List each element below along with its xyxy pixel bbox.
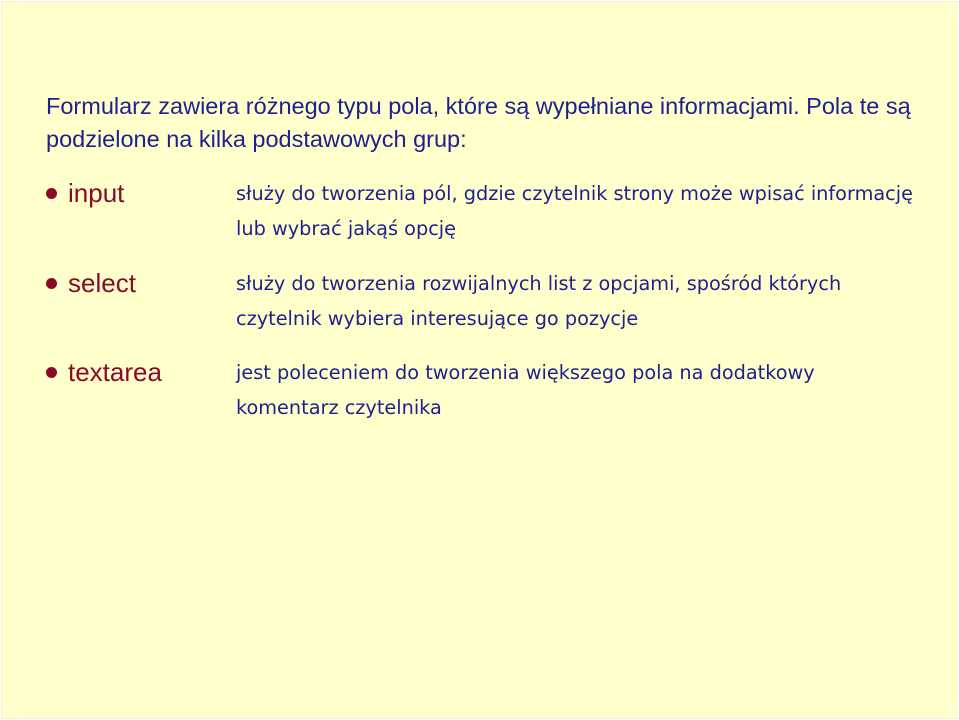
term-description: służy do tworzenia rozwijalnych list z opcjami, spośród których czytelnik wybiera interesujące go pozycje — [236, 272, 842, 330]
term-label: textarea — [68, 357, 162, 387]
bullet-icon — [46, 188, 57, 199]
bullet-icon — [46, 278, 57, 289]
bullet-icon — [46, 367, 57, 378]
term-input — [46, 176, 231, 211]
term-textarea — [46, 355, 231, 390]
intro-paragraph: Formularz zawiera różnego typu pola, które są wypełniane informacjami. Pola te są podzielone na kilka podstawowych grup: — [46, 93, 911, 152]
slide — [1, 1, 958, 719]
term-label: select — [68, 268, 136, 298]
term-label: input — [68, 178, 125, 208]
term-description: jest poleceniem do tworzenia większego pola na dodatkowy komentarz czytelnika — [236, 361, 815, 419]
term-select — [46, 266, 231, 301]
term-description: służy do tworzenia pól, gdzie czytelnik strony może wpisać informację lub wybrać jakąś opcję — [236, 182, 913, 240]
